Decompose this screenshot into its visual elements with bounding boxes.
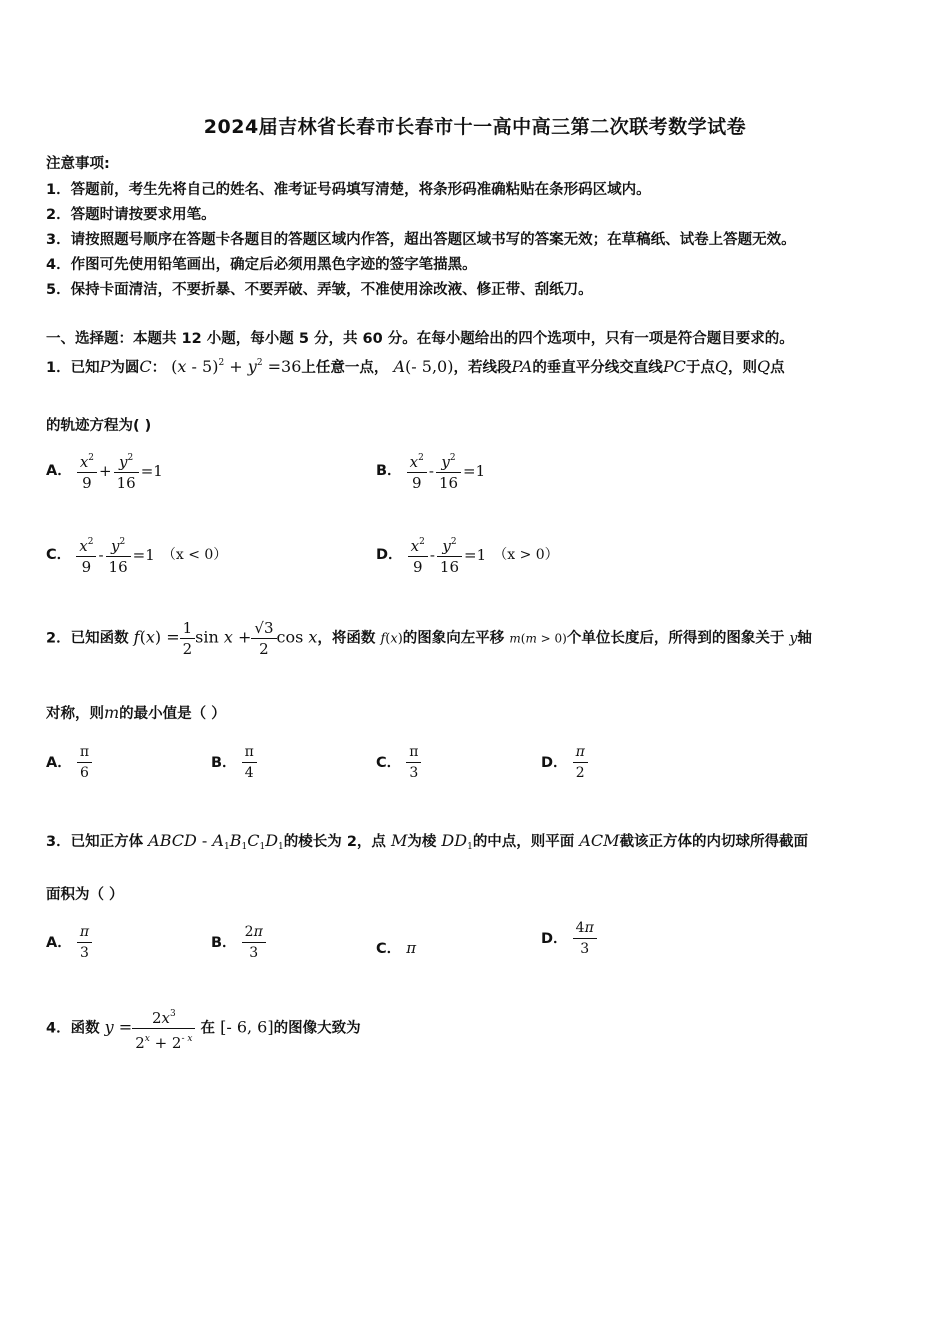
question-4-stem: 4．函数 y = $\frac{2x^3}{2^x + 2^{- x}}$ 在 [- 6, 6]的图像大致为 [46,1004,361,1053]
question-3-stem-line2: 面积为（ ） [46,887,124,903]
question-2-option-b[interactable]: B． $\frac{\pi}{4}$ [211,742,257,783]
section-heading: 一、选择题：本题共 12 小题，每小题 5 分，共 60 分。在每小题给出的四个选项中，只有一项是符合题目要求的。 [46,331,794,347]
notice-item-5: 5．保持卡面清洁，不要折暴、不要弄破、弄皱，不准使用涂改液、修正带、刮纸刀。 [46,282,593,298]
notice-item-3: 3．请按照题号顺序在答题卡各题目的答题区域内作答，超出答题区域书写的答案无效；在草稿纸、试卷上答题无效。 [46,232,796,248]
question-3-stem: 3．已知正方体 ABCD - $A_1B_1C_1D_1$的棱长为 2，点 M为棱 $DD_1$的中点，则平面 ACM截该正方体的内切球所得截面 [46,831,809,852]
notice-item-1: 1．答题前，考生先将自己的姓名、准考证号码填写清楚，将条形码准确粘贴在条形码区域内。 [46,182,651,198]
question-2-option-c[interactable]: C． $\frac{\pi}{3}$ [376,742,421,783]
question-3-option-a[interactable]: A． $\frac{\pi}{3}$ [46,922,92,963]
question-3-option-b[interactable]: B． $\frac{2\pi}{3}$ [211,922,266,963]
question-2-stem-line2: 对称，则m的最小值是（ ） [46,703,226,722]
question-1-option-b[interactable]: B． $\frac{x^2}{9}$ - $\frac{y^2}{16}$ =1 [376,448,487,493]
notice-item-2: 2．答题时请按要求用笔。 [46,207,216,223]
question-2-stem: 2．已知函数 f(x) = $\frac{1}{2}$ sin x + $\frac{√3}{2}$ cos x，将函数 f(x)的图象向左平移 m(m > 0)个单位长度后，所得到的图象关于 y轴 [46,619,812,658]
question-1-option-a[interactable]: A． $\frac{x^2}{9}$ + $\frac{y^2}{16}$ =1 [46,448,165,493]
notice-item-4: 4．作图可先使用铅笔画出，确定后必须用黑色字迹的签字笔描黑。 [46,257,477,273]
question-3-option-d[interactable]: D． $\frac{4\pi}{3}$ [541,918,597,959]
question-1-option-c[interactable]: C． $\frac{x^2}{9}$ - $\frac{y^2}{16}$ =1 （x < 0） [46,532,227,577]
question-1-option-d[interactable]: D． $\frac{x^2}{9}$ - $\frac{y^2}{16}$ =1 （x > 0） [376,532,559,577]
question-1-stem-line2: 的轨迹方程为( ) [46,418,152,434]
question-1-stem: 1．已知P为圆C： $(x - 5)^2 + y^2 =36$上任意一点， A(- 5,0)，若线段PA的垂直平分线交直线PC于点Q，则Q点 [46,357,785,376]
question-2-option-d[interactable]: D． $\frac{\pi}{2}$ [541,742,588,783]
question-2-option-a[interactable]: A． $\frac{\pi}{6}$ [46,742,92,783]
question-3-option-c[interactable]: C． π [376,939,417,957]
page-title: 2024届吉林省长春市长春市十一高中高三第二次联考数学试卷 [203,116,747,138]
notice-heading: 注意事项: [46,156,110,172]
